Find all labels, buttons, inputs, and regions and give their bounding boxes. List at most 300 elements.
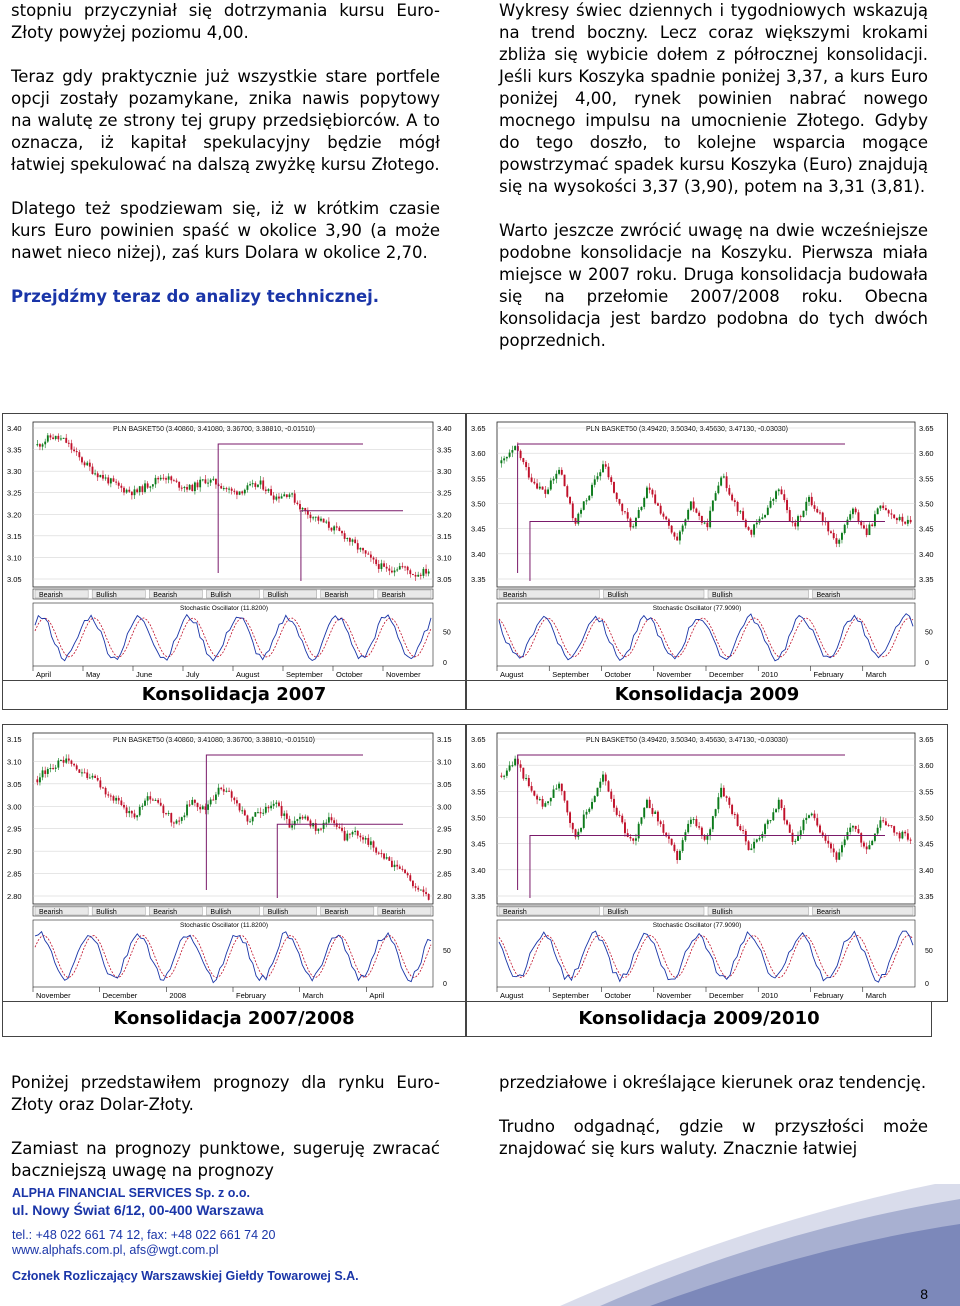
candle-body [94, 473, 96, 474]
candle-body [141, 806, 143, 807]
candle-body [808, 497, 810, 502]
y-tick-label-left: 3.20 [7, 510, 22, 520]
candle-body [162, 806, 164, 813]
oscillator-panel [497, 920, 915, 987]
candle-body [55, 436, 57, 439]
signal-label: Bullish [96, 909, 117, 916]
candle-body [594, 796, 596, 802]
candle-body [789, 824, 791, 832]
chart-2007-2008-svg [3, 725, 465, 1001]
candle-body [423, 890, 425, 893]
y-tick-label-right: 2.80 [437, 892, 452, 901]
candle-body [610, 477, 612, 482]
candle-body [753, 842, 755, 849]
candle-body [613, 799, 615, 808]
candle-body [657, 812, 659, 822]
candle-body [660, 506, 662, 514]
x-axis-label: August [236, 670, 260, 679]
candle-body [220, 788, 222, 789]
candle-body [296, 503, 298, 504]
x-axis-label: October [604, 991, 632, 1000]
candle-body [503, 458, 505, 460]
candle-body [756, 839, 758, 841]
y-tick-label-right: 3.65 [919, 424, 934, 433]
candle-body [531, 478, 533, 482]
candle-body [706, 836, 708, 840]
candle-body [533, 791, 535, 796]
candle-body [191, 800, 193, 805]
candle-body [260, 812, 262, 813]
candle-body [231, 489, 233, 491]
candle-body [638, 510, 640, 518]
candle-body [899, 517, 901, 520]
candle-body [739, 511, 741, 512]
candle-body [415, 575, 417, 577]
candle-body [412, 881, 414, 886]
y-tick-label-left: 3.65 [471, 735, 486, 744]
candle-body [50, 435, 52, 437]
candle-body [323, 519, 325, 523]
candle-body [555, 474, 557, 479]
candle-body [120, 486, 122, 488]
candle-body [275, 803, 277, 804]
candle-body [506, 457, 508, 459]
y-tick-label-left: 3.60 [471, 761, 486, 771]
candle-body [44, 770, 46, 774]
candle-body [344, 831, 346, 841]
candle-body [572, 823, 574, 829]
candle-body [115, 482, 117, 483]
candle-body [800, 516, 802, 517]
candle-body [270, 489, 272, 495]
y-tick-label-right: 3.05 [437, 779, 452, 789]
oscillator-label: Stochastic Oscillator (11.8200) [179, 922, 269, 929]
candle-body [679, 532, 681, 541]
signal-label: Bearish [381, 592, 406, 599]
candle-body [704, 523, 706, 524]
chart-konsolidacja-2007 [2, 413, 466, 681]
x-axis-label: February [236, 991, 267, 1000]
y-tick-label-right: 3.45 [919, 524, 934, 534]
x-axis-label: June [136, 670, 153, 679]
candle-body [896, 518, 898, 520]
oscillator-line [35, 932, 431, 983]
candle-body [731, 805, 733, 814]
candle-body [759, 519, 761, 523]
y-tick-label-right: 3.25 [437, 488, 452, 498]
candle-body [236, 491, 238, 494]
candle-body [599, 472, 601, 476]
candle-body [814, 814, 816, 819]
candle-body [147, 796, 149, 800]
y-tick-label-left: 3.60 [471, 449, 486, 459]
candle-body [662, 824, 664, 833]
candle-body [511, 450, 513, 453]
y-tick-label-left: 3.50 [471, 499, 486, 509]
x-axis-label: 2008 [169, 991, 187, 1000]
candle-body [346, 834, 348, 841]
x-axis-label: August [500, 670, 524, 679]
candle-body [183, 487, 185, 488]
candle-body [899, 833, 901, 839]
candle-body [212, 800, 214, 801]
y-tick-label-right: 3.00 [437, 802, 452, 812]
candle-body [591, 802, 593, 809]
candle-body [610, 792, 612, 799]
x-axis-label: November [386, 670, 421, 679]
candle-body [128, 490, 130, 492]
candle-body [509, 765, 511, 770]
candle-body [500, 776, 502, 777]
candle-body [583, 815, 585, 828]
candle-body [157, 478, 159, 479]
candle-body [78, 452, 80, 457]
candle-body [838, 852, 840, 859]
candle-body [252, 483, 254, 484]
candle-body [310, 820, 312, 826]
x-axis-label: March [865, 991, 887, 1000]
x-axis-label: September [552, 670, 589, 679]
candle-body [857, 512, 859, 521]
y-tick-label-left: 2.80 [7, 892, 22, 901]
x-axis-label: November [656, 670, 692, 679]
x-axis-label: October [604, 670, 632, 679]
signal-label: Bearish [39, 592, 63, 599]
y-tick-label-right: 3.65 [919, 735, 934, 744]
candle-body [717, 797, 719, 809]
candle-body [155, 800, 157, 801]
candle-body [764, 824, 766, 834]
candle-body [525, 462, 527, 467]
candle-body [134, 813, 136, 817]
candle-body [299, 817, 301, 819]
candle-body [380, 563, 382, 569]
candle-body [39, 444, 41, 446]
page-number: 8 [920, 1286, 928, 1302]
candle-body [662, 514, 664, 517]
candle-body [194, 800, 196, 803]
candle-body [783, 808, 785, 820]
candle-body [695, 509, 697, 513]
candle-body [68, 759, 70, 761]
candle-body [687, 510, 689, 520]
candle-body [555, 788, 557, 789]
candle-body [391, 861, 393, 867]
consolidation-marker [301, 511, 403, 581]
candle-body [304, 508, 306, 510]
candle-body [289, 494, 291, 497]
candle-body [165, 478, 167, 480]
candle-body [373, 841, 375, 847]
x-axis-label: April [369, 991, 385, 1000]
candle-body [635, 838, 637, 840]
candle-body [118, 483, 120, 486]
candle-body [701, 828, 703, 836]
price-panel-frame [33, 733, 433, 904]
candle-body [720, 478, 722, 486]
candle-body [113, 478, 115, 481]
bottom-right-column [499, 1072, 928, 1182]
candle-body [147, 483, 149, 487]
oscillator-signal-line [499, 935, 913, 977]
candle-body [715, 493, 717, 500]
footer-phone: tel.: +48 022 661 74 12, fax: +48 022 661 74 20 [12, 1228, 276, 1242]
candle-body [586, 500, 588, 501]
candle-body [781, 800, 783, 808]
signal-label: Bearish [39, 909, 63, 916]
candle-body [149, 796, 151, 799]
candle-body [874, 514, 876, 526]
candle-body [215, 794, 217, 799]
y-tick-label-right: 3.40 [919, 865, 934, 875]
candle-body [893, 826, 895, 832]
candle-body [803, 820, 805, 830]
candle-body [819, 826, 821, 833]
candle-body [745, 831, 747, 841]
candle-body [257, 812, 259, 813]
x-axis-label: 2010 [761, 991, 778, 1000]
candle-body [742, 511, 744, 520]
candle-body [139, 486, 141, 492]
y-tick-label-left: 3.00 [7, 802, 22, 812]
candle-body [643, 808, 645, 818]
osc-tick-label: 0 [925, 981, 929, 988]
candle-body [734, 500, 736, 502]
candle-body [231, 791, 233, 797]
y-tick-label-right: 2.85 [437, 869, 452, 879]
candle-body [128, 811, 130, 813]
oscillator-panel [497, 603, 915, 666]
candle-body [141, 486, 143, 492]
candle-body [830, 844, 832, 849]
x-axis-label: October [336, 670, 363, 679]
candle-body [500, 460, 502, 463]
candle-body [742, 830, 744, 831]
chart-header-label: PLN BASKET50 (3.49420, 3.50340, 3.45630, 3.47130, -0.03030) [586, 737, 788, 744]
candle-body [247, 815, 249, 821]
candle-body [176, 821, 178, 824]
candle-body [737, 814, 739, 826]
y-tick-label-left: 3.40 [471, 865, 486, 875]
candle-body [624, 511, 626, 512]
candle-body [317, 829, 319, 831]
candle-body [621, 816, 623, 823]
candle-body [420, 575, 422, 576]
candle-body [86, 463, 88, 466]
candle-body [36, 444, 38, 445]
candle-body [331, 817, 333, 820]
footer-address: ul. Nowy Świat 6/12, 00-400 Warszawa [12, 1202, 264, 1218]
candle-body [566, 486, 568, 497]
candle-body [241, 491, 243, 493]
y-tick-label-left: 3.05 [7, 575, 22, 584]
candle-body [378, 853, 380, 854]
candle-body [417, 575, 419, 577]
candle-body [544, 803, 546, 807]
candle-body [816, 509, 818, 513]
candle-body [825, 836, 827, 841]
candle-body [580, 510, 582, 514]
candle-body [268, 807, 270, 808]
oscillator-panel [33, 603, 433, 666]
candle-body [233, 798, 235, 800]
candle-body [594, 479, 596, 484]
candle-body [73, 450, 75, 452]
oscillator-line [499, 614, 913, 661]
candle-body [726, 796, 728, 798]
candle-body [157, 800, 159, 803]
footer-member: Członek Rozliczający Warszawskiej Giełdy Towarowej S.A. [12, 1269, 359, 1283]
candle-body [698, 513, 700, 516]
candle-body [731, 495, 733, 501]
candle-body [39, 777, 41, 782]
candle-body [830, 531, 832, 533]
candle-body [244, 490, 246, 494]
candle-body [855, 509, 857, 513]
candle-body [528, 467, 530, 477]
y-tick-label-right: 3.60 [919, 761, 934, 771]
candle-body [901, 517, 903, 522]
y-tick-label-left: 3.10 [7, 553, 22, 563]
candle-body [522, 458, 524, 462]
candle-body [682, 526, 684, 532]
candle-body [814, 505, 816, 509]
y-tick-label-left: 3.35 [7, 445, 22, 455]
x-axis-label: August [500, 991, 524, 1000]
candle-body [218, 788, 220, 795]
candle-body [160, 803, 162, 806]
candle-body [635, 518, 637, 526]
candle-body [550, 798, 552, 801]
candle-body [539, 487, 541, 489]
candle-body [273, 496, 275, 500]
candle-body [283, 494, 285, 496]
candle-body [778, 490, 780, 492]
x-axis-label: February [813, 991, 844, 1000]
candle-body [283, 813, 285, 815]
candle-body [50, 768, 52, 769]
candle-body [123, 488, 125, 493]
osc-tick-label: 50 [443, 948, 451, 956]
candle-body [759, 838, 761, 840]
x-axis-label: November [656, 991, 692, 1000]
candle-body [857, 829, 859, 833]
caption-2007-2008: Konsolidacja 2007/2008 [2, 1001, 466, 1037]
candle-body [191, 485, 193, 491]
candle-body [836, 852, 838, 859]
candle-body [838, 540, 840, 544]
candle-body [325, 522, 327, 523]
candle-body [226, 791, 228, 792]
candle-body [778, 800, 780, 809]
candle-body [816, 818, 818, 825]
candle-body [514, 759, 516, 766]
candle-body [349, 538, 351, 542]
candle-body [181, 488, 183, 489]
candle-body [228, 489, 230, 490]
y-tick-label-right: 2.95 [437, 824, 452, 834]
x-axis-label: February [813, 670, 844, 679]
candle-body [47, 769, 49, 774]
candle-body [877, 828, 879, 834]
bottom-right-paragraph-2: Trudno odgadnąć, gdzie w przyszłości może znajdować się kurs waluty. Znacznie łatwiej [499, 1117, 928, 1158]
price-panel-frame [497, 422, 915, 587]
candle-body [566, 801, 568, 813]
x-axis-label: April [36, 670, 52, 679]
candle-body [668, 519, 670, 525]
y-tick-label-right: 3.05 [437, 575, 452, 584]
osc-tick-label: 0 [443, 660, 447, 667]
footer-company: ALPHA FINANCIAL SERVICES Sp. z o.o. [12, 1186, 250, 1200]
candle-body [638, 824, 640, 839]
candle-body [386, 567, 388, 569]
candle-body [783, 494, 785, 500]
oscillator-label: Stochastic Oscillator (77.9090) [652, 605, 742, 612]
candle-body [797, 836, 799, 841]
candle-body [357, 543, 359, 549]
candle-body [333, 526, 335, 530]
candle-body [207, 804, 209, 810]
candle-body [357, 831, 359, 836]
candle-body [149, 486, 151, 487]
candle-body [605, 775, 607, 782]
candle-body [102, 475, 104, 479]
candle-body [404, 870, 406, 873]
candle-body [860, 833, 862, 843]
candle-body [65, 438, 67, 443]
candle-body [359, 836, 361, 838]
candle-body [78, 769, 80, 772]
candle-body [698, 826, 700, 827]
candle-body [168, 476, 170, 479]
candle-body [748, 527, 750, 530]
candle-body [671, 839, 673, 845]
candle-body [734, 814, 736, 815]
candle-body [577, 832, 579, 837]
chart-2009-svg [467, 414, 947, 680]
candle-body [723, 788, 725, 796]
candle-body [415, 886, 417, 888]
right-paragraph-2: Warto jeszcze zwrócić uwagę na dwie wcześniejsze podobne konsolidacje na Koszyku. Pierwsza miała miejsce w 2007 roku. Druga konsolidacja budowała się na przełomie 2007/2008 roku. Obecna konsolidacja jest bardzo podobna do tych dwóch poprzednich. [499, 221, 928, 350]
left-paragraph-1: stopniu przyczyniał się dotrzymania kursu Euro-Złoty powyżej poziomu 4,00. [11, 1, 440, 42]
candle-body [423, 569, 425, 576]
candle-body [394, 570, 396, 572]
candle-body [57, 761, 59, 768]
candle-body [241, 810, 243, 811]
candle-body [888, 510, 890, 513]
candle-body [885, 821, 887, 825]
candle-body [176, 481, 178, 482]
x-axis-label: September [286, 670, 323, 679]
candle-body [315, 517, 317, 518]
candle-body [715, 809, 717, 816]
candle-body [428, 894, 430, 900]
candle-body [673, 533, 675, 537]
y-tick-label-right: 3.50 [919, 813, 934, 823]
candle-body [827, 521, 829, 531]
candle-body [275, 497, 277, 500]
oscillator-signal-line [35, 936, 431, 978]
candle-body [268, 489, 270, 491]
candle-body [365, 550, 367, 553]
candle-body [871, 841, 873, 845]
candle-body [160, 478, 162, 480]
consolidation-marker [206, 755, 363, 890]
candle-body [619, 815, 621, 816]
candle-body [723, 476, 725, 477]
candle-body [896, 833, 898, 834]
candle-body [764, 515, 766, 517]
